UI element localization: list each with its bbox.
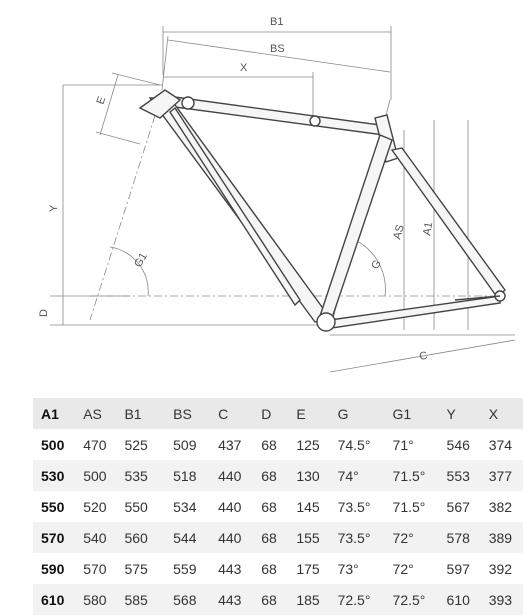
column-header: AS: [75, 398, 116, 429]
label-x: X: [240, 62, 248, 74]
table-cell: 185: [288, 584, 329, 615]
table-cell: 71.5°: [385, 460, 439, 491]
table-cell: 68: [261, 498, 277, 515]
table-cell: 500: [75, 460, 116, 491]
table-cell: 567: [446, 498, 470, 515]
table-cell: 509: [173, 436, 197, 453]
table-cell: 440: [218, 498, 242, 515]
table-row: [33, 460, 523, 491]
table-cell: 68: [253, 522, 288, 553]
table-cell: 73.5°: [330, 522, 385, 553]
table-cell: 71°: [392, 436, 414, 453]
label-d: D: [38, 309, 50, 317]
table-cell: 540: [75, 522, 116, 553]
table-row: [33, 553, 523, 584]
label-a1: A1: [421, 221, 436, 237]
table-cell: 580: [75, 584, 116, 615]
table-cell: 530: [33, 460, 75, 491]
label-c: C: [418, 349, 429, 363]
table-cell: 382: [488, 498, 513, 515]
table-row: [33, 429, 523, 460]
label-g1: G1: [132, 250, 150, 270]
table-cell: 125: [296, 436, 320, 453]
table-cell: 590: [41, 560, 65, 577]
table-cell: 74°: [330, 460, 385, 491]
table-cell: 520: [83, 498, 107, 515]
table-cell: 559: [173, 560, 197, 577]
table-cell: 550: [124, 498, 148, 515]
table-cell: 544: [165, 522, 210, 553]
geometry-table: [33, 398, 523, 615]
table-cell: 550: [41, 498, 65, 515]
table-cell: 377: [481, 460, 523, 491]
table-cell: 440: [210, 460, 253, 491]
column-header: Y: [439, 398, 481, 429]
table-row: [33, 522, 523, 553]
table-cell: 443: [218, 560, 242, 577]
dimension-lines: [50, 26, 515, 372]
table-cell: 72°: [385, 522, 439, 553]
table-cell: 610: [439, 584, 481, 615]
table-cell: 553: [439, 460, 481, 491]
label-g: G: [369, 258, 384, 272]
table-cell: 72.5°: [385, 584, 439, 615]
table-cell: 68: [261, 560, 277, 577]
table-cell: 560: [116, 522, 165, 553]
table-cell: 73°: [337, 560, 359, 577]
table-cell: 570: [33, 522, 75, 553]
table-cell: 389: [481, 522, 523, 553]
bike-frame: [140, 90, 505, 331]
table-cell: 68: [261, 436, 277, 453]
label-e: E: [94, 95, 109, 107]
column-header: B1: [116, 398, 165, 429]
table-cell: 437: [218, 436, 242, 453]
table-cell: 175: [296, 560, 320, 577]
table-cell: 130: [288, 460, 329, 491]
table-cell: 393: [481, 584, 523, 615]
table-cell: 440: [210, 522, 253, 553]
table-cell: 72.5°: [330, 584, 385, 615]
column-header: BS: [165, 398, 210, 429]
column-header: C: [210, 398, 253, 429]
table-cell: 525: [124, 436, 148, 453]
table-cell: 535: [116, 460, 165, 491]
column-header: G1: [385, 398, 439, 429]
table-cell: 597: [446, 560, 470, 577]
table-cell: 534: [173, 498, 197, 515]
table-cell: 575: [124, 560, 148, 577]
table-cell: 72°: [392, 560, 414, 577]
column-header: G: [330, 398, 385, 429]
table-cell: 374: [488, 436, 513, 453]
table-cell: 71.5°: [392, 498, 426, 515]
column-header: A1: [33, 398, 75, 429]
table-cell: 73.5°: [337, 498, 371, 515]
table-cell: 68: [253, 584, 288, 615]
table-cell: 74.5°: [337, 436, 371, 453]
table-cell: 68: [253, 460, 288, 491]
column-header: X: [481, 398, 523, 429]
table-cell: 585: [116, 584, 165, 615]
table-row: [33, 491, 523, 522]
table-header-row: [33, 398, 523, 429]
table-cell: 518: [165, 460, 210, 491]
table-cell: 470: [83, 436, 107, 453]
label-bs: BS: [270, 43, 285, 55]
table-cell: 145: [296, 498, 320, 515]
table-cell: 392: [488, 560, 513, 577]
table-cell: 500: [41, 436, 65, 453]
table-cell: 570: [83, 560, 107, 577]
column-header: D: [253, 398, 288, 429]
table-cell: 443: [210, 584, 253, 615]
table-row: [33, 584, 523, 615]
table-cell: 155: [288, 522, 329, 553]
label-b1: B1: [270, 16, 284, 28]
column-header: E: [288, 398, 329, 429]
table-cell: 546: [446, 436, 470, 453]
table-cell: 568: [165, 584, 210, 615]
table-cell: 578: [439, 522, 481, 553]
label-as: AS: [391, 223, 407, 241]
label-y: Y: [48, 204, 60, 212]
table-cell: 610: [33, 584, 75, 615]
